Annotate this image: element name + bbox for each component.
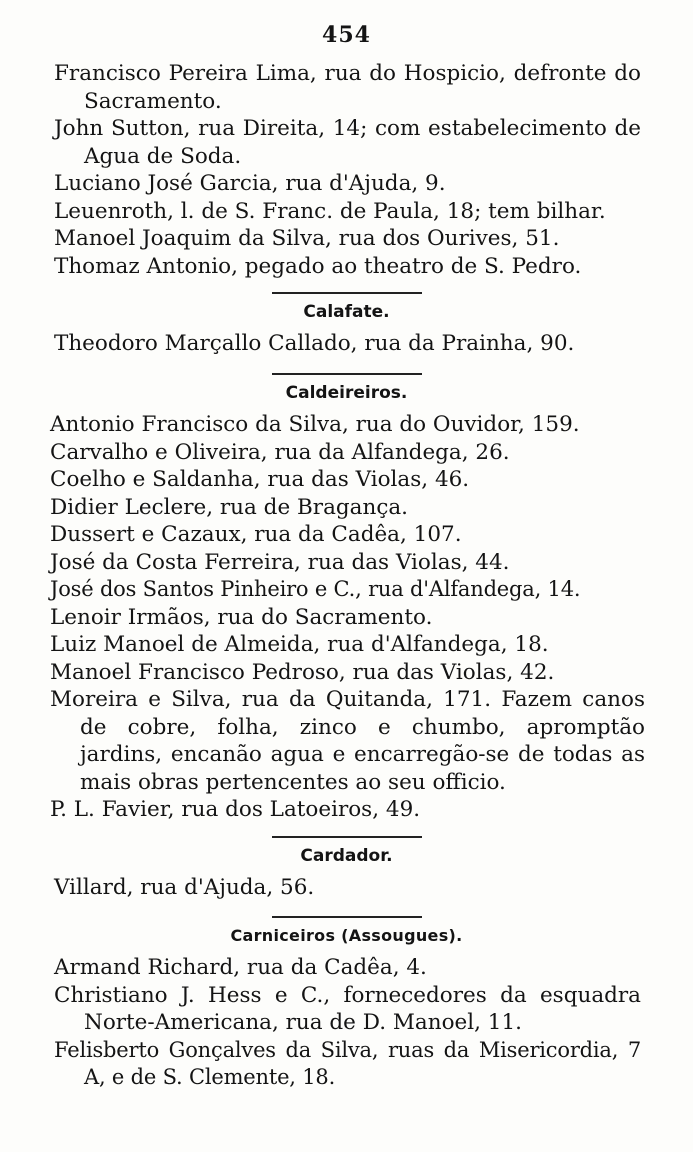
list-entry: Dussert e Cazaux, rua da Cadêa, 107. xyxy=(50,522,462,547)
list-entry: Theodoro Marçallo Callado, rua da Prainha, 90. xyxy=(54,331,575,356)
list-entry: José dos Santos Pinheiro e C., rua d'Alfandega, 14. xyxy=(50,577,581,601)
list-entry: John Sutton, rua Direita, 14; com estabelecimento de Agua de Soda. xyxy=(54,116,641,169)
section-calafate xyxy=(0,292,693,358)
section-heading: Cardador. xyxy=(300,846,393,866)
list-entry: Leuenroth, l. de S. Franc. de Paula, 18; tem bilhar. xyxy=(54,198,606,224)
list-entry: Lenoir Irmãos, rua do Sacramento. xyxy=(50,604,433,630)
section-divider xyxy=(272,916,422,918)
list-entry: Manoel Francisco Pedroso, rua das Violas, 42. xyxy=(50,659,555,685)
list-entry: Didier Leclere, rua de Bragança. xyxy=(50,494,409,520)
section-divider xyxy=(272,836,422,838)
list-entry: Christiano J. Hess e C., fornecedores da esquadra Norte-Americana, rua de D. Manoel, 11. xyxy=(54,982,641,1035)
list-entry: Felisberto Gonçalves da Silva, ruas da Misericordia, 7 A, e de S. Clemente, 18. xyxy=(54,1037,641,1089)
section-heading: Caldeireiros. xyxy=(285,383,408,403)
list-entry: Luiz Manoel de Almeida, rua d'Alfandega, 18. xyxy=(50,632,549,657)
list-entry: Antonio Francisco da Silva, rua do Ouvidor, 159. xyxy=(50,412,580,437)
section-caldeireiros xyxy=(0,373,693,824)
list-entry: Luciano José Garcia, rua d'Ajuda, 9. xyxy=(54,171,446,196)
list-entry: Villard, rua d'Ajuda, 56. xyxy=(54,875,315,900)
section-divider xyxy=(272,373,422,375)
list-entry: Carvalho e Oliveira, rua da Alfandega, 26. xyxy=(50,439,510,465)
list-entry: P. L. Favier, rua dos Latoeiros, 49. xyxy=(50,797,421,822)
page-number: 454 xyxy=(322,22,371,48)
section-heading: Carniceiros (Assougues). xyxy=(230,926,463,945)
list-entry: Thomaz Antonio, pegado ao theatro de S. Pedro. xyxy=(54,253,582,279)
section-heading: Calafate. xyxy=(303,302,390,322)
list-entry: Moreira e Silva, rua da Quitanda, 171. Fazem canos de cobre, folha, zinco e chumbo, apromptão jardins, encanão agua e encarregão-se de todas as mais obras pertencentes ao seu officio. xyxy=(50,687,645,795)
list-entry: José da Costa Ferreira, rua das Violas, 44. xyxy=(50,549,510,575)
section-continuation xyxy=(0,60,693,280)
list-entry: Armand Richard, rua da Cadêa, 4. xyxy=(54,955,427,980)
list-entry: Coelho e Saldanha, rua das Violas, 46. xyxy=(50,467,470,492)
list-entry: Francisco Pereira Lima, rua do Hospicio, defronte do Sacramento. xyxy=(54,61,641,114)
section-cardador xyxy=(0,836,693,902)
section-divider xyxy=(272,292,422,294)
list-entry: Manoel Joaquim da Silva, rua dos Ourives, 51. xyxy=(54,226,560,251)
section-carniceiros xyxy=(0,916,693,1092)
